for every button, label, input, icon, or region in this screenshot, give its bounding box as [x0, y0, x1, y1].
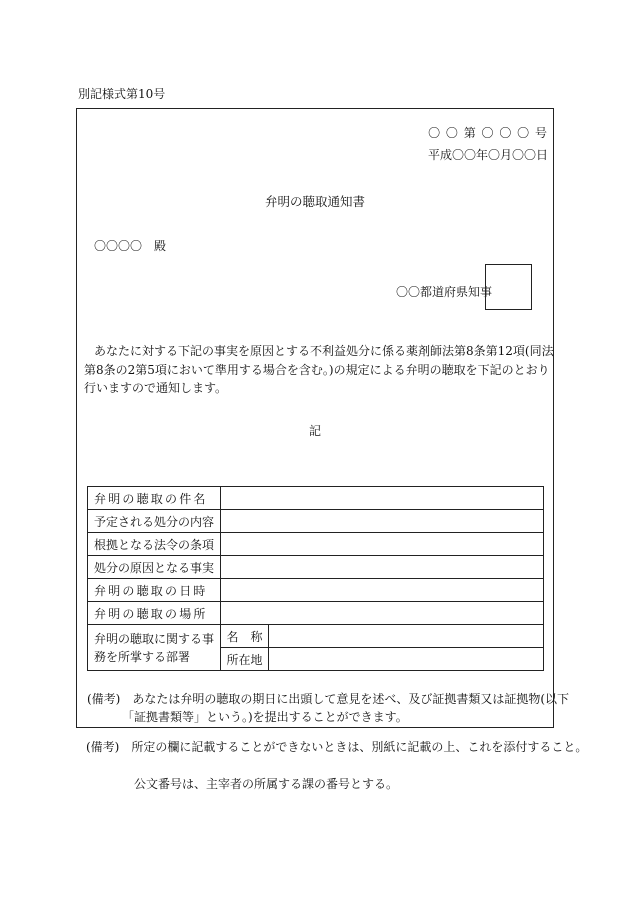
row-label-legal-basis: 根拠となる法令の条項	[88, 533, 221, 556]
table-row	[88, 487, 544, 510]
outer-remarks-1: (備考) 所定の欄に記載することができないときは、別紙に記載の上、これを添付すること。	[86, 740, 588, 754]
row-label-subject: 弁明の聴取の件名	[88, 487, 221, 510]
hearing-details-table	[87, 486, 544, 671]
document-title: 弁明の聴取通知書	[264, 194, 365, 209]
row-label-place: 弁明の聴取の場所	[88, 602, 221, 625]
form-number-label: 別記様式第10号	[78, 87, 166, 101]
row-value-datetime[interactable]	[221, 579, 544, 602]
ki-heading: 記	[308, 424, 321, 438]
notice-body-text: あなたに対する下記の事実を原因とする不利益処分に係る薬剤師法第8条第12項(同法第8条の2第5項において準用する場合を含む。)の規定による弁明の聴取を下記のとおり行いますので通知します。	[84, 344, 554, 395]
issuer-name: 〇〇都道府県知事	[396, 285, 493, 299]
outer-remarks-2: 公文番号は、主宰者の所属する課の番号とする。	[134, 777, 399, 791]
table-row	[88, 533, 544, 556]
table-row	[88, 510, 544, 533]
department-address-label: 所在地	[221, 648, 269, 671]
document-number: 〇 〇 第 〇 〇 〇 号	[428, 126, 548, 140]
document-date: 平成〇〇年〇月〇〇日	[427, 148, 548, 162]
row-label-department: 弁明の聴取に関する事務を所掌する部署	[88, 625, 221, 671]
table-row	[88, 579, 544, 602]
addressee: 〇〇〇〇 殿	[94, 239, 167, 253]
department-address-value[interactable]	[269, 648, 544, 671]
table-row	[88, 602, 544, 625]
department-name-label: 名 称	[221, 625, 269, 648]
row-value-place[interactable]	[221, 602, 544, 625]
row-label-cause: 処分の原因となる事実	[88, 556, 221, 579]
department-name-value[interactable]	[269, 625, 544, 648]
table-row	[88, 556, 544, 579]
row-value-disposition[interactable]	[221, 510, 544, 533]
seal-box	[485, 264, 532, 310]
row-value-cause[interactable]	[221, 556, 544, 579]
row-label-datetime: 弁明の聴取の日時	[88, 579, 221, 602]
inner-remarks: (備考) あなたは弁明の聴取の期日に出頭して意見を述べ、及び証拠書類又は証拠物(以下「証拠書類等」という。)を提出することができます。	[87, 692, 570, 724]
row-label-disposition: 予定される処分の内容	[88, 510, 221, 533]
row-value-legal-basis[interactable]	[221, 533, 544, 556]
table-row	[88, 625, 544, 648]
row-value-subject[interactable]	[221, 487, 544, 510]
